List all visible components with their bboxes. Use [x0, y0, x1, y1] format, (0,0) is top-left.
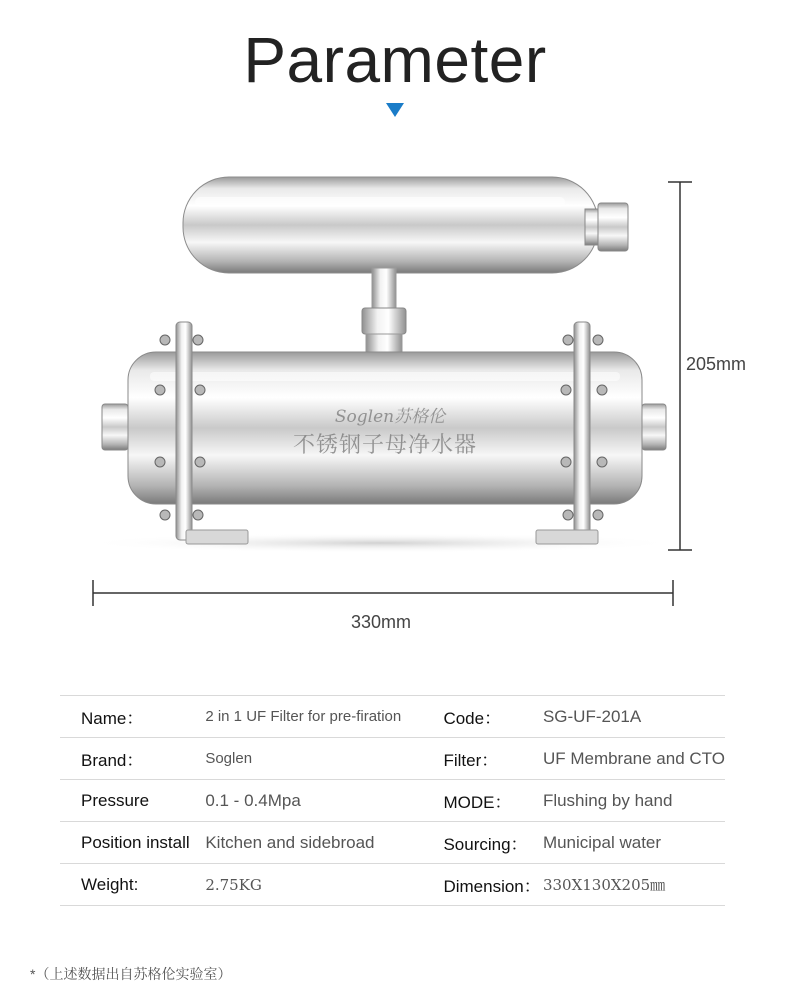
spec-value: 2.75KG	[205, 864, 443, 906]
spec-value: Municipal water	[543, 822, 725, 864]
upper-fitting-nut	[598, 203, 628, 251]
spec-label: Weight:	[60, 864, 205, 906]
spec-value: 0.1 - 0.4Mpa	[205, 780, 443, 822]
right-side-fitting	[642, 404, 666, 450]
page-title: Parameter	[243, 24, 547, 96]
footnote: *（上述数据出自苏格伦实验室）	[30, 966, 232, 982]
spec-label: Pressure	[60, 780, 205, 822]
spec-label: Sourcing：	[443, 822, 542, 864]
height-dimension-label: 205mm	[686, 354, 747, 374]
lower-cylinder-highlight	[150, 372, 620, 381]
table-row	[60, 738, 725, 780]
right-flange	[574, 322, 590, 540]
spec-label: MODE：	[443, 780, 542, 822]
spec-value: 2 in 1 UF Filter for pre-firation	[205, 696, 443, 738]
right-foot	[536, 530, 598, 544]
spec-value: 330X130X205㎜	[543, 864, 725, 906]
spec-label: Filter：	[443, 738, 542, 780]
spec-label: Dimension：	[443, 864, 542, 906]
spec-label: Position install	[60, 822, 205, 864]
table-row	[60, 696, 725, 738]
upper-tank-highlight	[195, 197, 565, 207]
spec-value: Flushing by hand	[543, 780, 725, 822]
spec-table	[60, 695, 725, 906]
upper-tank	[183, 177, 598, 273]
width-dimension-line	[93, 580, 673, 606]
spec-value: SG-UF-201A	[543, 696, 725, 738]
product-illustration	[0, 150, 790, 620]
down-triangle-icon	[386, 103, 404, 117]
left-flange	[176, 322, 192, 540]
spec-value: Soglen	[205, 738, 443, 780]
spec-label: Brand：	[60, 738, 205, 780]
left-side-fitting	[102, 404, 128, 450]
table-row	[60, 864, 725, 906]
spec-value: Kitchen and sidebroad	[205, 822, 443, 864]
table-row	[60, 780, 725, 822]
connector-base	[366, 334, 402, 354]
product-chinese-print: 不锈钢子母净水器	[292, 432, 477, 457]
left-foot	[186, 530, 248, 544]
connector-nut	[362, 308, 406, 334]
width-dimension-label: 330mm	[351, 612, 412, 632]
spec-label: Code：	[443, 696, 542, 738]
spec-value: UF Membrane and CTO	[543, 738, 725, 780]
product-brand-print: Soglen苏格伦	[334, 407, 446, 427]
connector-pipe	[372, 268, 396, 312]
spec-label: Name：	[60, 696, 205, 738]
table-row	[60, 822, 725, 864]
